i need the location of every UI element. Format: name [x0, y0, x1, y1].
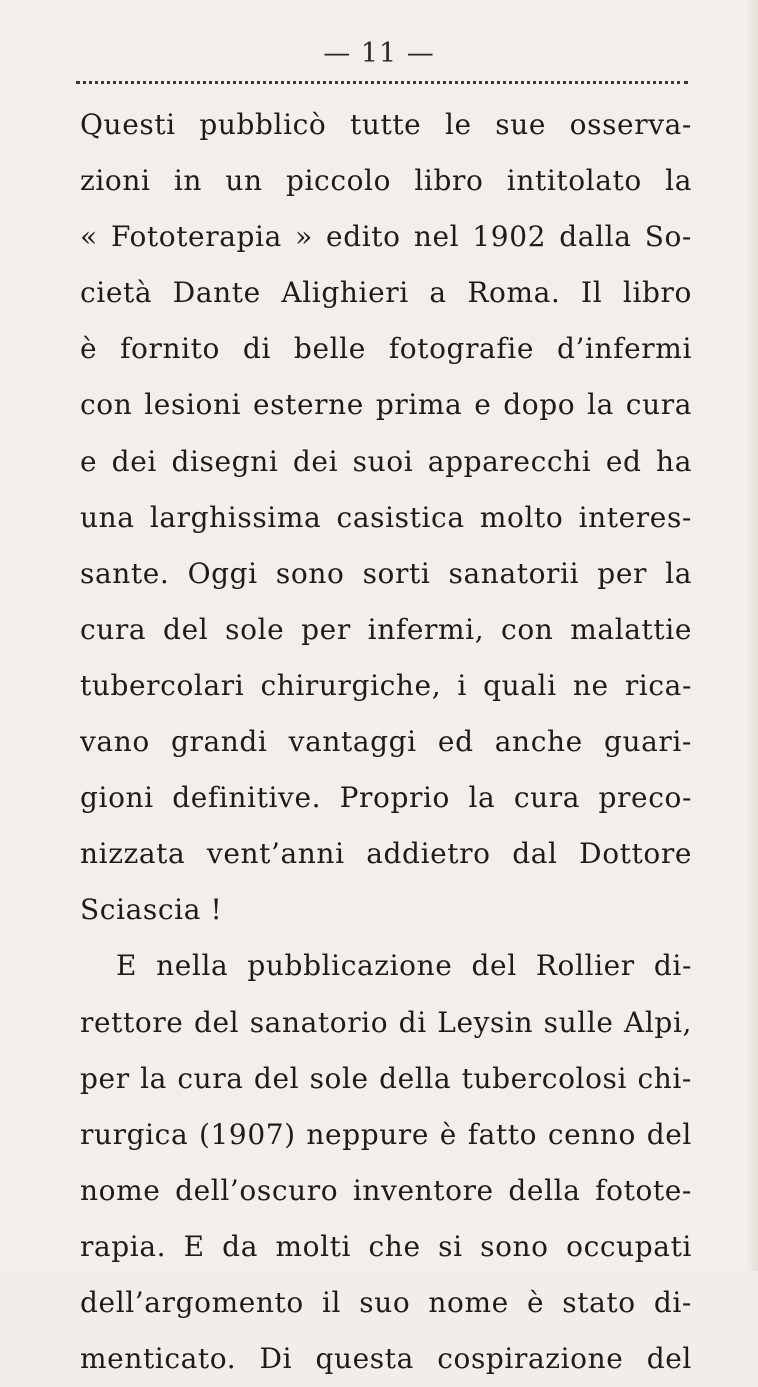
text-line: Sciascia !: [80, 893, 223, 927]
text-line: con lesioni esterne prima e dopo la cura: [80, 388, 692, 422]
text-line: gioni definitive. Proprio la cura preco-: [80, 781, 692, 815]
text-line: per la cura del sole della tubercolosi chi-: [80, 1061, 692, 1095]
body-text: [80, 97, 692, 1387]
text-line: cietà Dante Alighieri a Roma. Il libro: [80, 276, 692, 310]
page-edge-shadow: [746, 0, 758, 1271]
paragraph-2: [80, 938, 692, 1387]
text-line: una larghissima casistica molto interes-: [80, 500, 692, 534]
text-line: E nella pubblicazione del Rollier di-: [116, 949, 692, 983]
text-line: rettore del sanatorio di Leysin sulle Alpi,: [80, 1005, 692, 1039]
text-line: rapia. E da molti che si sono occupati: [80, 1229, 692, 1263]
text-line: è fornito di belle fotografie d’infermi: [80, 332, 692, 366]
text-line: sante. Oggi sono sorti sanatorii per la: [80, 556, 692, 590]
header-dotted-rule: [76, 81, 688, 84]
text-line: e dei disegni dei suoi apparecchi ed ha: [80, 444, 692, 478]
text-line: rurgica (1907) neppure è fatto cenno del: [80, 1117, 692, 1151]
paragraph-1: [80, 97, 692, 938]
page-number: — 11 —: [323, 38, 435, 69]
text-line: vano grandi vantaggi ed anche guari-: [80, 725, 692, 759]
text-line: menticato. Di questa cospirazione del: [80, 1342, 692, 1376]
text-line: nizzata vent’anni addietro dal Dottore: [80, 837, 692, 871]
text-line: nome dell’oscuro inventore della fotote-: [80, 1173, 692, 1207]
text-line: zioni in un piccolo libro intitolato la: [80, 164, 692, 198]
text-line: cura del sole per infermi, con malattie: [80, 612, 692, 646]
text-line: tubercolari chirurgiche, i quali ne rica-: [80, 668, 692, 702]
text-line: Questi pubblicò tutte le sue osserva-: [80, 108, 692, 141]
text-line: dell’argomento il suo nome è stato di-: [80, 1285, 692, 1319]
text-line: « Fototerapia » edito nel 1902 dalla So-: [80, 220, 692, 254]
